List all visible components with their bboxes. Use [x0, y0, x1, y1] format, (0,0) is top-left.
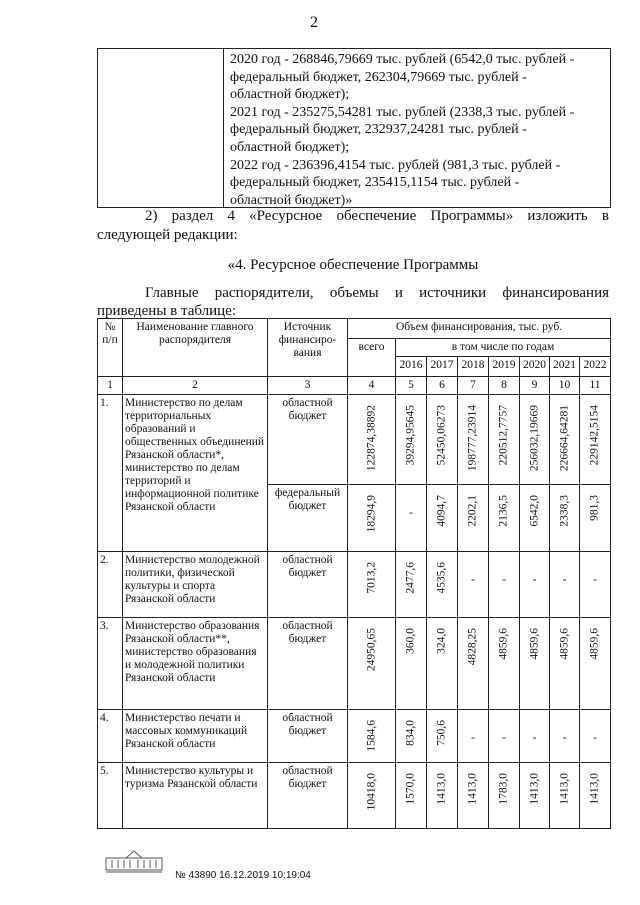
header-year: 2018	[458, 357, 489, 377]
year-value: 750,6	[435, 720, 448, 746]
year-value: 324,0	[435, 628, 448, 654]
year-value: 2136,5	[497, 495, 510, 527]
header-year: 2022	[580, 357, 611, 377]
column-number: 9	[520, 377, 550, 395]
year-value: 981,3	[588, 495, 601, 521]
funding-source: областной бюджет	[268, 710, 348, 763]
year-value: -	[550, 552, 580, 618]
section-heading: «4. Ресурсное обеспечение Программы	[227, 257, 479, 273]
column-number: 3	[268, 377, 348, 395]
total-value: 122874,38892	[365, 405, 377, 472]
box-divider	[223, 49, 224, 207]
header-year: 2016	[396, 357, 427, 377]
funding-table	[97, 318, 611, 829]
year-value: 4859,6	[558, 628, 570, 660]
table-row	[98, 763, 611, 829]
text-line: областной бюджет)»	[230, 192, 353, 208]
year-value: 198777,23914	[466, 405, 479, 472]
header-year: 2020	[520, 357, 550, 377]
year-value: 39294,95645	[404, 405, 417, 466]
year-value: 4094,7	[435, 495, 448, 527]
table-row	[98, 618, 611, 710]
row-number: 3.	[98, 618, 123, 710]
total-value: 10418,0	[365, 773, 377, 811]
amendment-text: 2) раздел 4 «Ресурсное обеспечение Программы» изложить в следующей редакции:	[97, 208, 609, 243]
column-number: 8	[489, 377, 520, 395]
row-number: 4.	[98, 710, 123, 763]
column-number: 2	[123, 377, 268, 395]
year-value: 1570,0	[404, 773, 417, 805]
year-value: -	[580, 552, 611, 618]
header-num: № п/п	[98, 319, 123, 377]
text-line: федеральный бюджет, 232937,24281 тыс. рублей -	[230, 122, 527, 138]
year-value: 1413,0	[466, 773, 479, 805]
year-value: 1413,0	[588, 773, 601, 805]
intro-paragraph: Главные распорядители, объемы и источники финансирования приведены в таблице:	[97, 285, 609, 319]
year-value: 226664,64281	[558, 405, 570, 472]
year-value: 4859,6	[497, 628, 510, 660]
funding-source: областной бюджет	[268, 618, 348, 710]
year-value: 1413,0	[558, 773, 570, 805]
total-value: 24950,65	[365, 628, 377, 672]
funding-source: федеральный бюджет	[268, 485, 348, 552]
header-year: 2019	[489, 357, 520, 377]
funding-source: областной бюджет	[268, 395, 348, 485]
year-value: 2477,6	[404, 562, 417, 594]
total-value: 7013,2	[365, 562, 377, 594]
column-number: 1	[98, 377, 123, 395]
page-number: 2	[310, 14, 318, 31]
header-year: 2021	[550, 357, 580, 377]
year-value: -	[550, 710, 580, 763]
top-continuation-box	[97, 48, 611, 208]
year-value: 834,0	[404, 720, 417, 746]
column-number: 11	[580, 377, 611, 395]
table-row	[98, 552, 611, 618]
year-value: -	[458, 552, 489, 618]
row-number: 1.	[98, 395, 123, 552]
funding-years-text	[230, 51, 602, 209]
column-number: 10	[550, 377, 580, 395]
text-line: федеральный бюджет, 235415,1154 тыс. рублей -	[230, 175, 520, 191]
year-value: 360,0	[404, 628, 417, 654]
year-value: 1413,0	[528, 773, 540, 805]
year-value: 1783,0	[497, 773, 510, 805]
column-number: 7	[458, 377, 489, 395]
document-footer: № 43890 16.12.2019 10:19:04	[175, 870, 311, 881]
distributor-name: Министерство молодежной политики, физической культуры и спорта Рязанской области	[123, 552, 268, 618]
text-line: 2021 год - 235275,54281 тыс. рублей (2338,3 тыс. рублей -	[230, 104, 575, 120]
text-line: 2022 год - 236396,4154 тыс. рублей (981,3 тыс. рублей -	[230, 157, 561, 173]
text-line: 2020 год - 268846,79669 тыс. рублей (6542,0 тыс. рублей -	[230, 52, 575, 67]
table-row	[98, 710, 611, 763]
year-value: 6542,0	[528, 495, 540, 527]
year-value: 220512,7757	[497, 405, 510, 466]
column-number: 4	[348, 377, 396, 395]
year-value: 4859,6	[588, 628, 601, 660]
text-line: областной бюджет);	[230, 87, 350, 103]
year-value: -	[489, 552, 520, 618]
distributor-name: Министерство культуры и туризма Рязанской области	[123, 763, 268, 829]
distributor-name: Министерство по делам территориальных образований и общественных объединений Рязанской области*, министерство по делам территорий и информационной политике Рязанской области	[123, 395, 268, 552]
header-name: Наименование главного распорядителя	[123, 319, 268, 377]
year-value: -	[458, 710, 489, 763]
text-line: федеральный бюджет, 262304,79669 тыс. рублей -	[230, 69, 527, 85]
year-value: 4535,6	[435, 562, 448, 594]
year-value: -	[520, 710, 550, 763]
total-value: 18294,9	[365, 495, 377, 533]
header-by-years: в том числе по годам	[396, 339, 611, 357]
header-source: Источник финансиро-вания	[268, 319, 348, 377]
funding-source: областной бюджет	[268, 552, 348, 618]
year-value: 2338,3	[558, 495, 570, 527]
header-volume: Объем финансирования, тыс. руб.	[348, 319, 611, 339]
total-value: 1584,6	[365, 720, 377, 752]
year-value: -	[396, 485, 427, 552]
year-value: 256032,19669	[528, 405, 540, 472]
year-value: 229142,5154	[588, 405, 601, 466]
year-value: -	[580, 710, 611, 763]
year-value: 4859,6	[528, 628, 540, 660]
column-number: 6	[427, 377, 458, 395]
amendment-paragraph	[97, 207, 609, 245]
column-number: 5	[396, 377, 427, 395]
text-line: областной бюджет);	[230, 139, 350, 155]
year-value: 52450,06273	[435, 405, 448, 466]
year-value: 4828,25	[466, 628, 479, 666]
year-value: -	[520, 552, 550, 618]
funding-source: областной бюджет	[268, 763, 348, 829]
table-row	[98, 395, 611, 485]
year-value: 1413,0	[435, 773, 448, 805]
row-number: 2.	[98, 552, 123, 618]
header-year: 2017	[427, 357, 458, 377]
distributor-name: Министерство образования Рязанской области**, министерство образования и молодежной политики Рязанской области	[123, 618, 268, 710]
year-value: 2202,1	[466, 495, 479, 527]
header-total: всего	[348, 339, 396, 377]
distributor-name: Министерство печати и массовых коммуникаций Рязанской области	[123, 710, 268, 763]
year-value: -	[489, 710, 520, 763]
building-stamp-icon	[104, 848, 164, 874]
row-number: 5.	[98, 763, 123, 829]
